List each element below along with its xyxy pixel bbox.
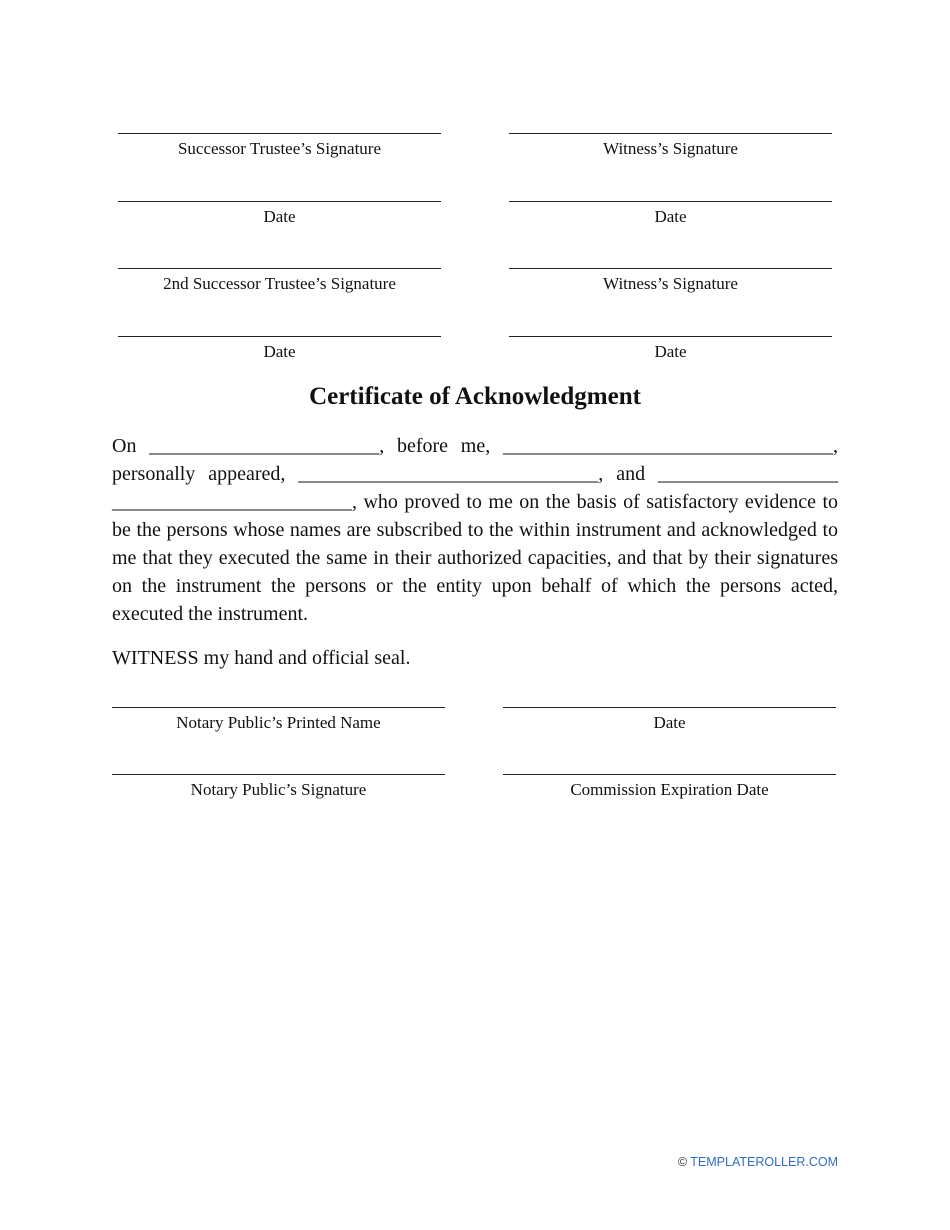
signature-label: Witness’s Signature (603, 139, 738, 158)
successor-trustee-signature-block (118, 133, 441, 159)
date-block (118, 201, 441, 227)
date-label: Date (263, 207, 296, 226)
date-block (509, 201, 832, 227)
date-label: Date (653, 713, 686, 732)
witness-signature-block (509, 268, 832, 294)
date-line (509, 201, 832, 202)
date-label: Date (654, 342, 687, 361)
date-block (118, 336, 441, 362)
footer-credit (678, 1154, 838, 1170)
date-line (503, 707, 836, 708)
date-line (503, 774, 836, 775)
witness-statement: WITNESS my hand and official seal. (112, 647, 411, 669)
date-label: Date (263, 342, 296, 361)
signature-label: Notary Public’s Printed Name (176, 713, 381, 732)
second-successor-trustee-signature-block (118, 268, 441, 294)
certificate-body: On _______________________, before me, _________________________________, personally appeared, ______________________________, and __________________ ________________________, who proved to me on the basis of satisfactory evidence to be the persons whose names are subscribed to the within instrument and acknowledged to me that they executed the same in their authorized capacities, and that by their signatures on the instrument the persons or the entity upon behalf of which the persons acted, executed the instrument. (112, 435, 838, 625)
notary-signature-block (112, 774, 445, 800)
signature-label: Witness’s Signature (603, 274, 738, 293)
signature-line (118, 133, 441, 134)
signature-line (112, 774, 445, 775)
date-line (118, 336, 441, 337)
date-block (509, 336, 832, 362)
commission-expiration-label: Commission Expiration Date (570, 780, 769, 799)
witness-signature-block (509, 133, 832, 159)
certificate-title: Certificate of Acknowledgment (309, 383, 641, 410)
notary-date-block (503, 707, 836, 733)
copyright-symbol: © (677, 1155, 688, 1169)
signature-line (509, 133, 832, 134)
signature-line (509, 268, 832, 269)
templateroller-link[interactable]: TEMPLATEROLLER.COM (690, 1155, 838, 1169)
notary-printed-name-block (112, 707, 445, 733)
signature-line (112, 707, 445, 708)
date-label: Date (654, 207, 687, 226)
signature-line (118, 268, 441, 269)
date-line (509, 336, 832, 337)
signature-label: Notary Public’s Signature (190, 780, 367, 799)
signature-label: 2nd Successor Trustee’s Signature (163, 274, 396, 293)
signature-label: Successor Trustee’s Signature (177, 139, 382, 158)
date-line (118, 201, 441, 202)
commission-expiration-block (503, 774, 836, 800)
